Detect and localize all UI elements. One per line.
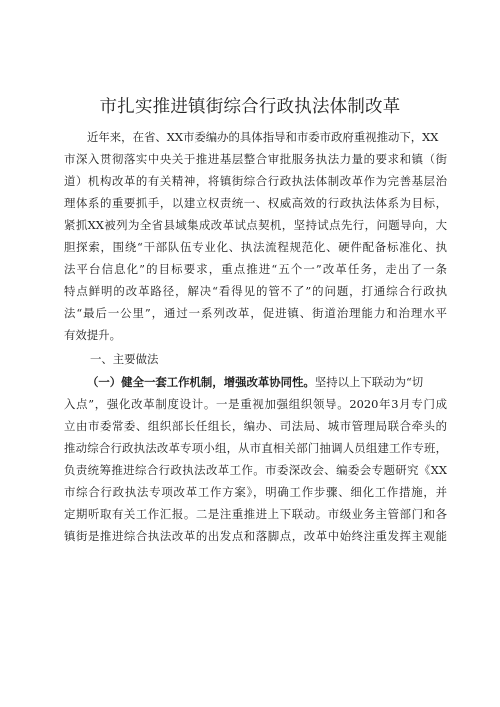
subsection-first-line [87,374,447,390]
paragraph-line: 入点”，强化改革制度设计。一是重视加强组织领导。2020年3月专门成 [64,397,447,411]
paragraph-line: 立由市委常委、组织部长任组长，编办、司法局、城市管理局联合牵头的 [64,419,447,433]
paragraph-line: 推动综合行政执法改革专项小组，从市直相关部门抽调人员组建工作专班， [64,441,447,455]
paragraph-line: 法平台信息化”的目标要求，重点推进“五个一”改革任务，走出了一条 [64,262,447,276]
paragraph-line: 特点鲜明的改革路径，解决“看得见的管不了”的问题，打通综合行政执 [64,284,447,298]
paragraph-line: 法“最后一公里”，通过一系列改革，促进镇、街道治理能力和治理水平 [64,306,447,320]
paragraph-line: 紧抓XX被列为全省县域集成改革试点契机，坚持试点先行，问题导向，大 [64,218,447,232]
paragraph-line: 理体系的重要抓手，以建立权责统一、权威高效的行政执法体系为目标， [64,196,447,210]
paragraph-line: 市深入贯彻落实中央关于推进基层整合审批服务执法力量的要求和镇（街 [64,152,447,166]
paragraph-line: 镇街是推进综合执法改革的出发点和落脚点，改革中始终注重发挥主观能 [64,529,447,543]
paragraph-line: 负责统筹推进综合行政执法改革工作。市委深改会、编委会专题研究《XX [64,463,447,477]
subsection-text: 坚持以上下联动为“切 [314,375,424,389]
paragraph-line: 市综合行政执法专项改革工作方案》，明确工作步骤、细化工作措施，并 [64,485,447,499]
paragraph-line: 有效提升。 [64,328,121,342]
paragraph-line: 道）机构改革的有关精神，将镇街综合行政执法体制改革作为完善基层治 [64,174,447,188]
paragraph-line: 近年来，在省、XX市委编办的具体指导和市委市政府重视推动下，XX [87,130,439,144]
paragraph-line: 定期听取有关工作汇报。二是注重推进上下联动。市级业务主管部门和各 [64,507,447,521]
section-heading: 一、主要做法 [90,352,159,366]
paragraph-line: 胆探索，围绕“干部队伍专业化、执法流程规范化、硬件配备标准化、执 [64,240,447,254]
document-title: 市扎实推进镇街综合行政执法体制改革 [99,97,401,117]
subsection-heading: （一）健全一套工作机制，增强改革协同性。 [87,375,315,389]
